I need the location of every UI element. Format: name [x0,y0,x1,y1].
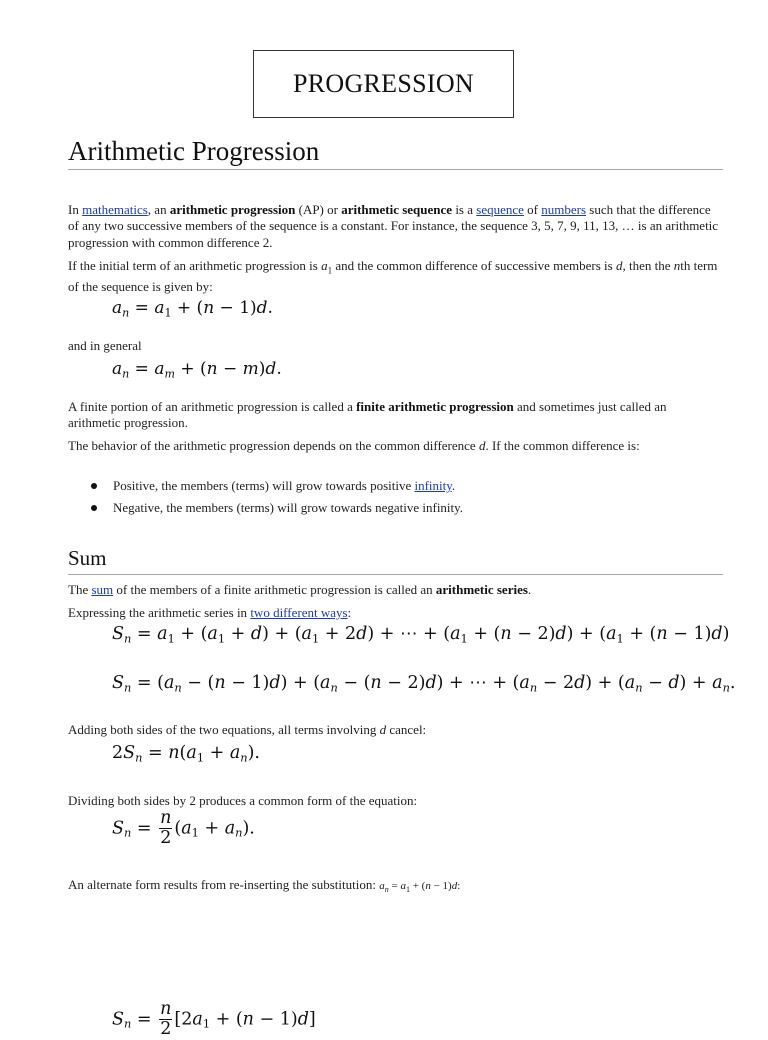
text: is a [452,202,477,217]
text: The behavior of the arithmetic progression depends on the common difference [68,438,479,453]
text: . [527,582,532,597]
text: The [68,582,92,597]
text: Expressing the arithmetic series in [68,605,251,620]
link-infinity[interactable]: infinity [414,478,452,493]
formula-general-term: $a_n = a_m + (n - m)d$. [112,359,282,381]
text: . If the common difference is: [485,438,640,453]
var-d: d [478,438,486,453]
text: Positive, the members (terms) will grow towards positive [113,478,415,493]
formula-sum-backward: $S_n = (a_n - (n - 1)d) + (a_n - (n - 2)d)$ + ⋯ + $(a_n - 2d) + (a_n - d) + a_n$. [112,673,736,695]
formula-sum-forward: $S_n = a_1 + (a_1 + d) + (a_1 + 2d)$ + ⋯ + $(a_1 + (n - 2)d) + (a_1 + (n - 1)d)$ [112,624,730,646]
paragraph-initial-term [68,258,720,295]
list-item [68,478,463,500]
formula-nth-term: $a_n = a_1 + (n - 1)d$. [112,298,273,320]
var-n: n [673,258,681,273]
link-numbers[interactable]: numbers [541,202,587,217]
list-item [68,500,463,522]
var-d: d [615,258,623,273]
bold-term-sequence: arithmetic sequence [341,202,453,217]
text: Negative, the members (terms) will grow towards negative infinity. [113,500,464,515]
text: (AP) or [295,202,342,217]
text: of the members of a finite arithmetic progression is called an [113,582,436,597]
link-two-different-ways[interactable]: two different ways [250,605,348,620]
paragraph-alternate [68,877,720,898]
var-d: d [379,722,387,737]
text: of [523,202,542,217]
text: and the common difference of successive members is [332,258,616,273]
subscript: 1 [327,265,333,276]
paragraph-dividing: Dividing both sides by 2 produces a common form of the equation: [68,793,418,808]
formula-sn-alternate: $S_n$ = $\frac{n}{2}$ $[2a_1 + (n - 1)d]$ [112,999,316,1040]
paragraph-finite [68,399,720,432]
text: : [347,605,352,620]
paragraph-and-in-general: and in general [68,338,142,353]
inline-formula: $a_n = a_1 + (n - 1)d$: [379,880,461,895]
document-title: PROGRESSION [292,69,474,98]
bold-term-finite: finite arithmetic progression [356,399,514,414]
paragraph-definition [68,202,720,251]
paragraph-two-ways [68,605,720,621]
text: A finite portion of an arithmetic progression is called a [68,399,357,414]
text: and sometimes just called an arithmetic progression. [68,399,667,431]
paragraph-sum-definition [68,582,720,598]
text: In [68,202,83,217]
text: , an [147,202,170,217]
text: . [451,478,456,493]
bold-term-series: arithmetic series [435,582,528,597]
text: An alternate form results from re-inserting the substitution: [68,877,380,892]
link-mathematics[interactable]: mathematics [82,202,148,217]
formula-two-sn: $2S_n = n(a_1 + a_n)$. [112,743,260,765]
formula-sn-half: $S_n$ = $\frac{n}{2}$ $(a_1 + a_n)$. [112,808,255,849]
bold-term-ap: arithmetic progression [169,202,296,217]
section-heading-arithmetic-progression: Arithmetic Progression [68,136,723,170]
link-sequence[interactable]: sequence [476,202,524,217]
paragraph-adding [68,722,720,738]
text: Adding both sides of the two equations, all terms involving [68,722,380,737]
text: such that the difference of any two successive members of the sequence is a constant. For instance, the sequence 3, 5, 7, 9, 11, 13, … is an arithmetic progression with common difference 2. [68,202,719,250]
text: th term of the sequence is given by: [68,258,718,294]
var-a: a [321,258,328,273]
text: cancel: [386,722,427,737]
link-sum[interactable]: sum [91,582,114,597]
text: If the initial term of an arithmetic progression is [68,258,322,273]
behavior-list [68,478,463,522]
text: , then the [622,258,674,273]
paragraph-behavior [68,438,720,454]
document-title-box [253,50,514,118]
section-heading-sum: Sum [68,546,723,575]
